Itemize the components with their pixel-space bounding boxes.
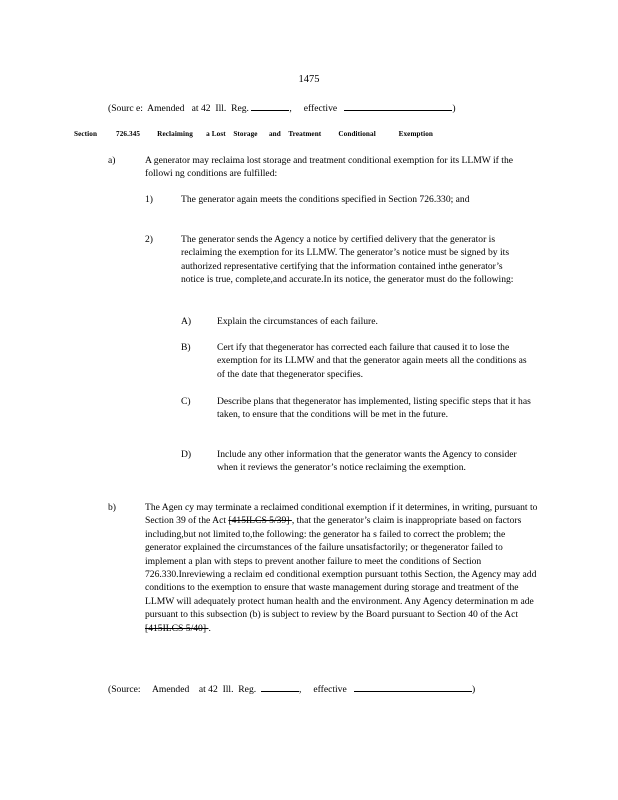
blank-line	[354, 681, 472, 692]
source-text: (Sourc e: Amended at 42 Ill. Reg.	[108, 103, 249, 114]
item-B-label: B)	[181, 342, 191, 353]
item-D-label: D)	[181, 449, 192, 460]
section-label: Section	[74, 130, 98, 138]
page-number: 1475	[298, 74, 320, 85]
item-A-label: A)	[181, 316, 192, 327]
item-D-text: Include any other information that the generator wants the Agency to consider when it reviews the generator’s notice reclaiming the exemption.	[217, 449, 517, 474]
section-heading	[74, 128, 433, 141]
item-2-label: 2)	[145, 234, 153, 245]
item-2-text: The generator sends the Agency a notice by certified delivery that the generator is reclaiming the exemption for its LLMW. The generator’s notice must be signed by its authorized representative certifying that the information contained inthe generator’s notice is true, complete,and accurate.In its notice, the generator must do the following:	[181, 234, 514, 286]
item-C-label: C)	[181, 396, 191, 407]
para-b-part1: The Agen cy may terminate a reclaimed conditional exemption if it determines, in writing, pursuant to Section 39 of the Act	[145, 502, 538, 527]
section-number: 726.345	[116, 130, 141, 138]
source-note-bottom: (Source: Amended at 42 Ill. Reg. , effective )	[108, 681, 475, 696]
section-title: Reclaiming a Lost Storage and Treatment Conditional Exemption	[157, 130, 434, 138]
para-a-label: a)	[108, 155, 116, 166]
item-A-text: Explain the circumstances of each failure.	[217, 316, 378, 327]
para-b-text	[145, 501, 539, 635]
item-1-text: The generator again meets the conditions specified in Section 726.330; and	[181, 194, 470, 205]
deleted-citation: [415ILCS 5/39]	[228, 515, 292, 527]
effective-label: effective	[313, 684, 347, 695]
item-1-label: 1)	[145, 194, 153, 205]
para-a-text: A generator may reclaima lost storage and treatment conditional exemption for its LLMW if the followi ng conditions are fulfilled:	[145, 155, 514, 180]
blank-line	[261, 681, 299, 692]
para-b-part2: , that the generator’s claim is inappropriate based on factors including,but not limited to,the following: the generator ha s failed to correct the problem; the generator explained the circumstances of the failure unsatisfactorily; or thegenerator failed to implement a plan with steps to prevent another failure to meet the conditions of Section 726.330.Inreviewing a reclaim ed conditional exemption pursuant tothis Section, the Agency may add conditions to the exemption to ensure that waste management during storage and treatment of the LLMW will adequately protect human health and the environment. Any Agency determination m ade pursuant to this subsection (b) is subject to review by the Board pursuant to Section 40 of the Act	[145, 515, 537, 621]
source-note-top: (Sourc e: Amended at 42 Ill. Reg. , effective )	[108, 100, 456, 115]
blank-line	[344, 100, 452, 111]
para-b-label: b)	[108, 502, 116, 513]
effective-label: effective	[303, 103, 338, 114]
para-b-part3: .	[208, 622, 211, 634]
item-B-text: Cert ify that thegenerator has corrected each failure that caused it to lose the exemption for its LLMW and that the generator again meets all the conditions as of the date that thegenerator specifies.	[217, 342, 527, 380]
blank-line	[251, 100, 289, 111]
item-C-text: Describe plans that thegenerator has implemented, listing specific steps that it has taken, to ensure that the conditions will be met in the future.	[217, 396, 531, 421]
deleted-citation: [415ILCS 5/40]	[145, 622, 209, 634]
source-text: (Source: Amended at 42 Ill. Reg.	[108, 684, 257, 695]
